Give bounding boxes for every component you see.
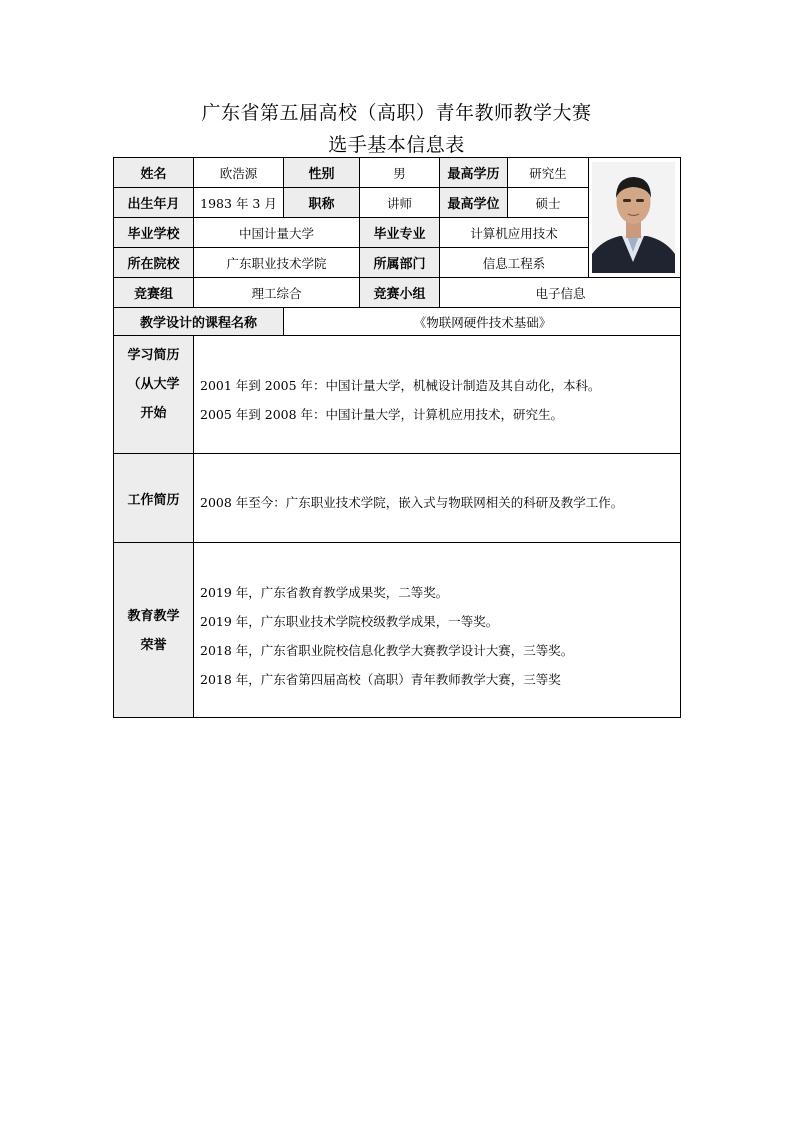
name-value: 欧浩源 bbox=[193, 157, 283, 187]
college-label: 所在院校 bbox=[113, 247, 193, 277]
form-subtitle: 选手基本信息表 bbox=[328, 134, 465, 156]
college-value: 广东职业技术学院 bbox=[193, 247, 359, 277]
school-value: 中国计量大学 bbox=[193, 217, 359, 247]
gender-value: 男 bbox=[359, 157, 439, 187]
birth-value: 1983 年 3 月 bbox=[193, 187, 283, 217]
honors-label bbox=[113, 542, 193, 718]
education-value: 研究生 bbox=[507, 157, 588, 187]
department-label: 所属部门 bbox=[359, 247, 439, 277]
job-title-value: 讲师 bbox=[359, 187, 439, 217]
competition-group-value: 理工综合 bbox=[193, 277, 359, 307]
honors-label-line-1: 教育教学 bbox=[127, 608, 180, 624]
list-item: 2019 年，广东省教育教学成果奖，二等奖。 bbox=[200, 585, 449, 600]
competition-subgroup-label: 竞赛小组 bbox=[359, 277, 439, 307]
list-item: 2001 年到 2005 年：中国计量大学，机械设计制造及其自动化，本科。 bbox=[200, 378, 601, 393]
study-history-label bbox=[113, 335, 193, 453]
job-title-label: 职称 bbox=[283, 187, 359, 217]
education-label: 最高学历 bbox=[439, 157, 507, 187]
course-name-label: 教学设计的课程名称 bbox=[113, 307, 283, 335]
work-history-label: 工作简历 bbox=[113, 453, 193, 542]
name-label: 姓名 bbox=[113, 157, 193, 187]
study-label-line-2: （从大学 bbox=[127, 377, 180, 392]
gender-label: 性别 bbox=[283, 157, 359, 187]
list-item: 2018 年，广东省第四届高校（高职）青年教师教学大赛，三等奖 bbox=[200, 672, 561, 687]
course-name-value: 《物联网硬件技术基础》 bbox=[283, 307, 681, 335]
honors-label-line-2: 荣誉 bbox=[140, 637, 167, 653]
study-label-line-1: 学习简历 bbox=[127, 348, 180, 363]
work-history-content bbox=[193, 453, 681, 542]
major-label: 毕业专业 bbox=[359, 217, 439, 247]
table-bottom-border bbox=[113, 717, 681, 718]
honors-content bbox=[193, 542, 681, 718]
birth-label: 出生年月 bbox=[113, 187, 193, 217]
competition-subgroup-value: 电子信息 bbox=[439, 277, 681, 307]
department-value: 信息工程系 bbox=[439, 247, 588, 277]
list-item: 2018 年，广东省职业院校信息化教学大赛教学设计大赛，三等奖。 bbox=[200, 643, 574, 658]
form-title: 广东省第五届高校（高职）青年教师教学大赛 bbox=[201, 102, 592, 124]
degree-label: 最高学位 bbox=[439, 187, 507, 217]
person-portrait-icon bbox=[592, 162, 675, 273]
list-item: 2008 年至今：广东职业技术学院，嵌入式与物联网相关的科研及教学工作。 bbox=[200, 495, 624, 510]
major-value: 计算机应用技术 bbox=[439, 217, 588, 247]
school-label: 毕业学校 bbox=[113, 217, 193, 247]
study-label-line-3: 开始 bbox=[140, 406, 167, 421]
list-item: 2019 年，广东职业技术学院校级教学成果，一等奖。 bbox=[200, 614, 499, 629]
table-right-border bbox=[680, 157, 681, 718]
study-history-content bbox=[193, 335, 681, 453]
competition-group-label: 竞赛组 bbox=[113, 277, 193, 307]
degree-value: 硕士 bbox=[507, 187, 588, 217]
list-item: 2005 年到 2008 年：中国计量大学，计算机应用技术，研究生。 bbox=[200, 407, 564, 422]
